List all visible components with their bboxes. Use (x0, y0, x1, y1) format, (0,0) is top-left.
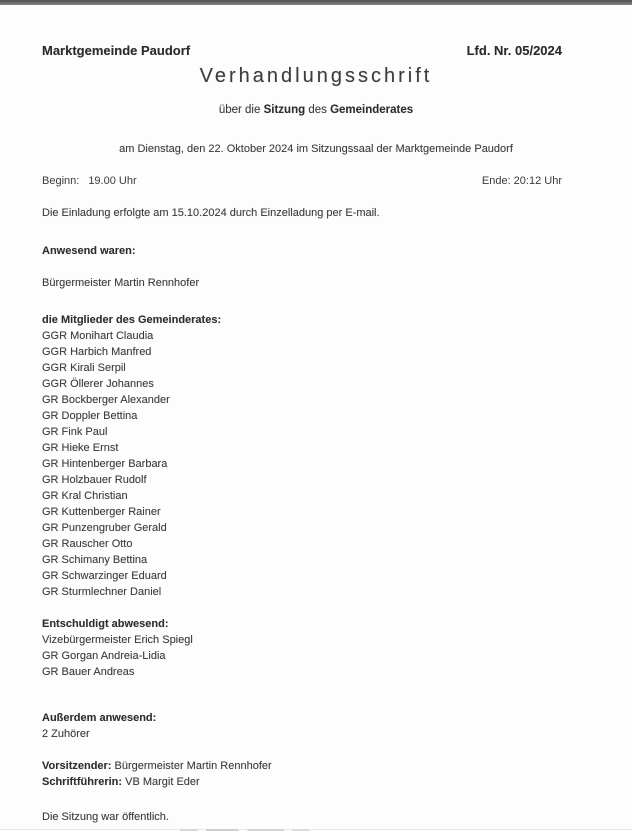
end-time: Ende: 20:12 Uhr (481, 175, 562, 187)
member-row: GR Rauscher Otto (42, 538, 133, 550)
member-row: GR Bockberger Alexander (42, 394, 170, 406)
member-row: GR Hieke Ernst (42, 442, 119, 454)
member-row: GR Sturmlechner Daniel (42, 586, 162, 598)
reference-number: Lfd. Nr. 05/2024 (466, 43, 562, 58)
member-row: GR Holzbauer Rudolf (42, 474, 147, 486)
secretary-line (42, 774, 562, 790)
excused-row: GR Gorgan Andreia-Lidia (42, 650, 166, 662)
subtitle-pre: über die (218, 104, 264, 116)
subtitle-mid: des (305, 104, 331, 116)
page-title: Verhandlungsschrift (199, 65, 433, 87)
member-row: GR Kuttenberger Rainer (42, 506, 161, 518)
excused-list (42, 632, 562, 680)
subtitle-gemeinderates: Gemeinderates (330, 104, 414, 116)
member-row: GR Hintenberger Barbara (42, 458, 168, 470)
members-heading: die Mitglieder des Gemeinderates: (42, 314, 222, 326)
member-row: GR Punzengruber Gerald (42, 522, 167, 534)
members-list (42, 328, 562, 600)
member-row: GR Kral Christian (42, 490, 128, 502)
member-row: GGR Öllerer Johannes (42, 378, 154, 390)
excused-row: GR Bauer Andreas (42, 666, 135, 678)
member-row: GR Doppler Bettina (42, 410, 138, 422)
present-heading: Anwesend waren: (42, 245, 136, 257)
secretary-label: Schriftführerin: (42, 776, 123, 788)
audience-count: 2 Zuhörer (42, 728, 90, 740)
public-session-note: Die Sitzung war öffentlich. (42, 811, 169, 823)
time-row (42, 174, 562, 189)
organization-name: Marktgemeinde Paudorf (42, 43, 191, 58)
chair-label: Vorsitzender: (42, 760, 112, 772)
bottom-cut-line (0, 829, 632, 830)
chair-value: Bürgermeister Martin Rennhofer (111, 760, 272, 772)
member-row: GR Fink Paul (42, 426, 108, 438)
begin-label: Beginn: (42, 175, 80, 187)
also-present-heading: Außerdem anwesend: (42, 712, 157, 724)
invitation-note: Die Einladung erfolgte am 15.10.2024 durch Einzelladung per E-mail. (42, 207, 380, 219)
excused-heading: Entschuldigt abwesend: (42, 618, 169, 630)
roles-block (42, 758, 562, 790)
member-row: GGR Harbich Manfred (42, 346, 152, 358)
member-row: GGR Monihart Claudia (42, 330, 154, 342)
secretary-value: VB Margit Eder (122, 776, 200, 788)
scan-top-edge (0, 0, 632, 5)
document-header (42, 43, 562, 58)
excused-row: Vizebürgermeister Erich Spiegl (42, 634, 193, 646)
member-row: GR Schimany Bettina (42, 554, 148, 566)
subtitle-sitzung: Sitzung (263, 104, 306, 116)
mayor-name: Bürgermeister Martin Rennhofer (42, 277, 200, 289)
document-subtitle (0, 103, 632, 118)
chair-line (42, 758, 562, 774)
begin-value: 19.00 Uhr (88, 175, 137, 187)
session-date-line: am Dienstag, den 22. Oktober 2024 im Sitzungssaal der Marktgemeinde Paudorf (119, 143, 513, 155)
begin-time (42, 174, 137, 189)
member-row: GR Schwarzinger Eduard (42, 570, 167, 582)
member-row: GGR Kirali Serpil (42, 362, 126, 374)
